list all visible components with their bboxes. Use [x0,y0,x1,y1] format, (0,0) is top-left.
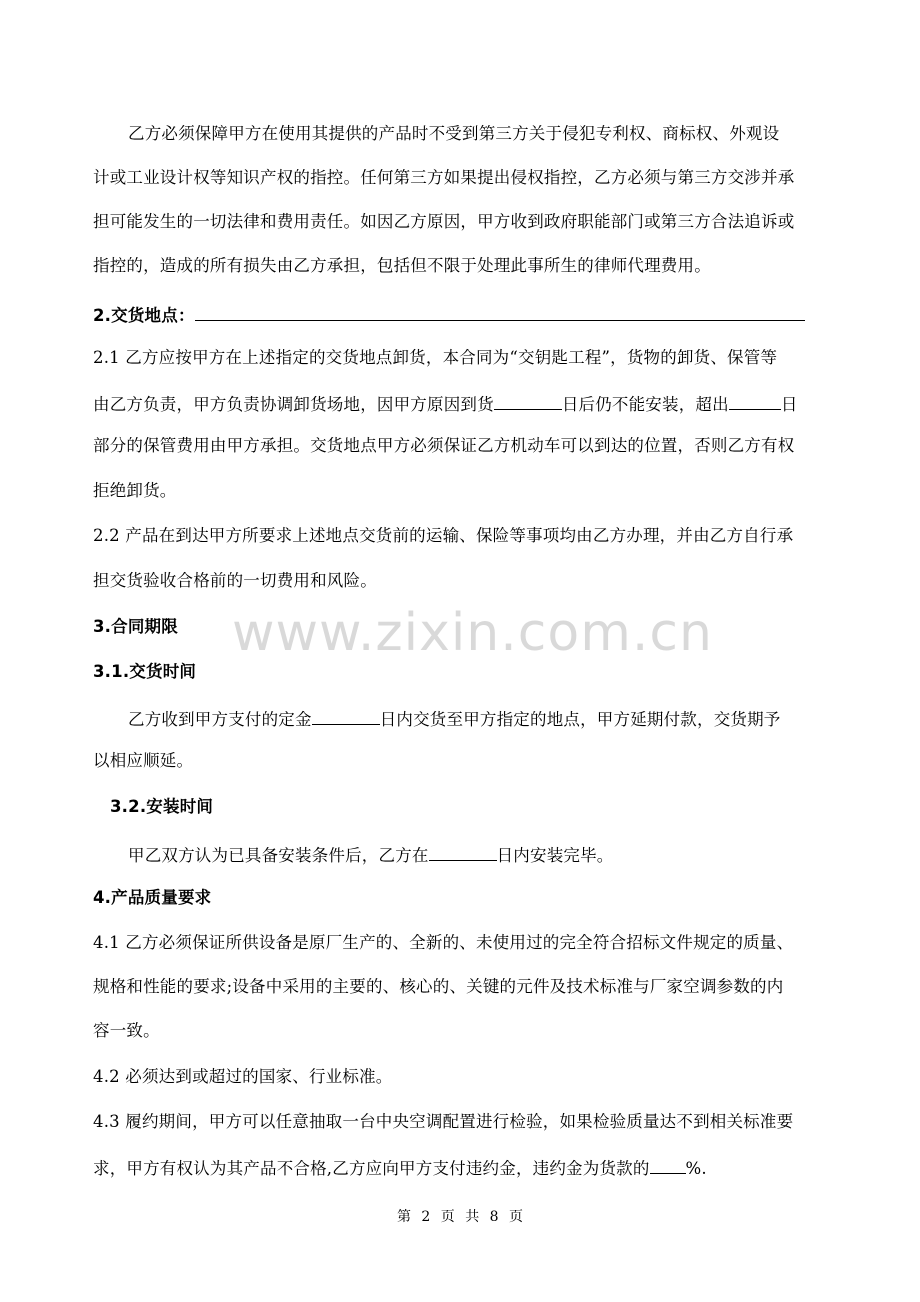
install-days-blank [429,842,497,861]
arrival-days-blank [494,391,562,410]
section-2-heading [93,302,805,327]
s2-p1-line-2 [93,391,798,416]
section-2-heading-text: 2.交货地点： [93,306,195,325]
s4-p3-line-2-a: 求，甲方有权认为其产品不合格,乙方应向甲方支付违约金，违约金为货款的 [93,1159,650,1178]
s2-p1-line-2-a: 由乙方负责，甲方负责协调卸货场地，因甲方原因到货 [93,395,494,414]
ip-para-line-4: 指控的，造成的所有损失由乙方承担，包括但不限于处理此事所生的律师代理费用。 [93,256,711,275]
s3-1-line-1-b: 日内交货至甲方指定的地点，甲方延期付款，交货期予 [379,710,781,729]
ip-para-line-3: 担可能发生的一切法律和费用责任。如因乙方原因，甲方收到政府职能部门或第三方合法追诉或 [93,212,795,231]
delivery-location-blank [195,302,805,321]
s4-p2-line-1: 4.2 必须达到或超过的国家、行业标准。 [93,1067,393,1086]
s4-p1-line-3: 容一致。 [93,1021,160,1040]
s4-p1-line-2: 规格和性能的要求;设备中采用的主要的、核心的、关键的元件及技术标准与厂家空调参数的内 [93,977,784,996]
ip-para-line-2: 计或工业设计权等知识产权的指控。任何第三方如果提出侵权指控，乙方必须与第三方交涉并承 [93,168,795,187]
s4-p3-line-2-b: %. [685,1159,707,1178]
s4-p3-line-2 [93,1155,707,1180]
overdue-days-blank [729,391,781,410]
s3-2-line-1 [128,842,614,867]
section-3-heading: 3.合同期限 [93,617,178,636]
penalty-percent-blank [650,1155,686,1174]
s3-1-line-1 [128,706,781,731]
s3-1-line-1-a: 乙方收到甲方支付的定金 [128,710,312,729]
section-3-2-heading: 3.2.安装时间 [110,797,214,816]
s3-1-line-2: 以相应顺延。 [93,751,194,770]
s2-p2-line-1: 2.2 产品在到达甲方所要求上述地点交货前的运输、保险等事项均由乙方办理，并由乙方自行承 [93,526,794,545]
s3-2-line-1-a: 甲乙双方认为已具备安装条件后，乙方在 [128,846,429,865]
section-3-1-heading: 3.1.交货时间 [93,662,197,681]
section-4-heading: 4.产品质量要求 [93,888,212,907]
s2-p2-line-2: 担交货验收合格前的一切费用和风险。 [93,571,377,590]
delivery-days-blank [312,706,380,725]
s2-p1-line-4: 拒绝卸货。 [93,481,177,500]
watermark: www.zixin.com.cn [232,603,713,663]
s3-2-line-1-b: 日内安装完毕。 [496,846,614,865]
s2-p1-line-2-b: 日后仍不能安装，超出 [561,395,729,414]
page-number-footer: 第 2 页 共 8 页 [396,1209,524,1225]
s2-p1-line-2-c: 日 [780,395,798,414]
s2-p1-line-1: 2.1 乙方应按甲方在上述指定的交货地点卸货，本合同为“交钥匙工程”，货物的卸货、保管等 [93,348,778,367]
ip-para-line-1: 乙方必须保障甲方在使用其提供的产品时不受到第三方关于侵犯专利权、商标权、外观设 [128,124,780,143]
s4-p3-line-1: 4.3 履约期间，甲方可以任意抽取一台中央空调配置进行检验，如果检验质量达不到相关标准要 [93,1112,794,1131]
s4-p1-line-1: 4.1 乙方必须保证所供设备是原厂生产的、全新的、未使用过的完全符合招标文件规定的质量、 [93,933,794,952]
s2-p1-line-3: 部分的保管费用由甲方承担。交货地点甲方必须保证乙方机动车可以到达的位置，否则乙方有权 [93,436,795,455]
